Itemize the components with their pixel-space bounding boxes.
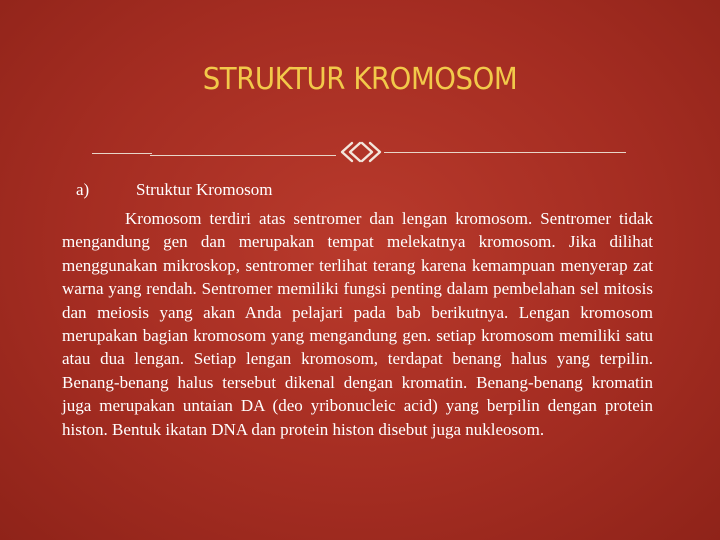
slide-title: STRUKTUR KROMOSOM xyxy=(202,62,518,97)
divider-line-left-short xyxy=(92,153,152,154)
section-heading: Struktur Kromosom xyxy=(136,180,273,199)
divider-line-right xyxy=(384,152,626,153)
section-number: a) xyxy=(76,180,90,199)
divider-line-left xyxy=(150,155,336,156)
body-paragraph: Kromosom terdiri atas sentromer dan lengan kromosom. Sentromer tidak mengandung gen dan merupakan tempat melekatnya kromosom. Jika dilihat menggunakan mikroskop, sentromer terlihat terang karena kemampuan menyerap zat warna yang rendah. Sentromer memiliki fungsi penting dalam pembelahan sel mitosis dan meiosis yang akan Anda pelajari pada bab berikutnya. Lengan kromosom merupakan bagian kromosom yang mengandung gen. setiap kromosom memiliki satu atau dua lengan. Setiap lengan kromosom, terdapat benang halus yang terpilin. Benang-benang halus tersebut dikenal dengan kromatin. Benang-benang kromatin juga merupakan untaian DA (deo yribonucleic acid) yang berpilin dengan protein histon. Bentuk ikatan DNA dan protein histon disebut juga nukleosom. xyxy=(62,209,653,439)
double-chevron-ornament-icon xyxy=(338,138,384,166)
section-heading-row xyxy=(76,180,272,200)
